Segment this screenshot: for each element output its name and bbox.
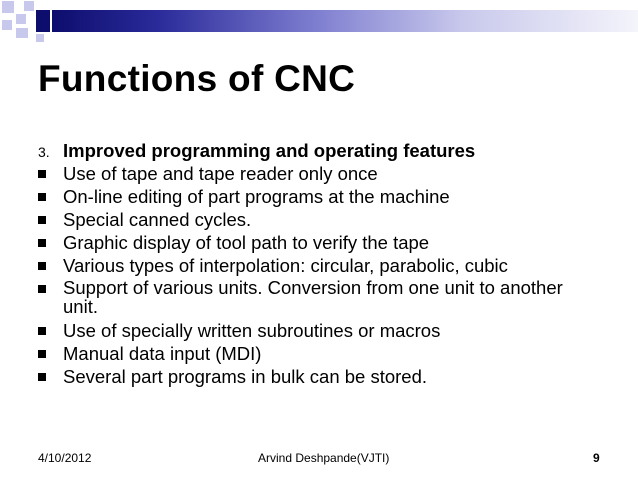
square-bullet-icon xyxy=(38,350,46,358)
list-item xyxy=(38,319,598,342)
deco-square-5 xyxy=(2,20,12,30)
square-bullet-icon xyxy=(38,216,46,224)
list-item xyxy=(38,277,598,319)
deco-square-6 xyxy=(16,28,28,38)
section-heading: Improved programming and operating features xyxy=(63,140,476,161)
list-item-text: Several part programs in bulk can be stored. xyxy=(63,366,428,387)
page-number: 9 xyxy=(593,451,600,465)
deco-square-1 xyxy=(2,1,14,13)
list-item-text: Use of specially written subroutines or macros xyxy=(63,320,441,341)
list-item xyxy=(38,231,598,254)
list-item-text: Special canned cycles. xyxy=(63,209,252,230)
deco-square-4 xyxy=(16,14,26,24)
list-item xyxy=(38,162,598,185)
list-item-text: Use of tape and tape reader only once xyxy=(63,163,378,184)
list-item xyxy=(38,185,598,208)
square-bullet-icon xyxy=(38,239,46,247)
footer-date: 4/10/2012 xyxy=(38,451,92,465)
item-number: 3. xyxy=(38,144,50,160)
slide-content xyxy=(38,139,598,388)
slide-title: Functions of CNC xyxy=(38,58,356,99)
list-item-text: Manual data input (MDI) xyxy=(63,343,262,364)
list-item xyxy=(38,254,598,277)
list-item xyxy=(38,208,598,231)
deco-square-3 xyxy=(36,10,50,32)
deco-square-7 xyxy=(36,34,44,42)
list-item-text: On-line editing of part programs at the machine xyxy=(63,186,450,207)
header-gradient-bar xyxy=(52,10,638,32)
list-item xyxy=(38,365,598,388)
footer-author: Arvind Deshpande(VJTI) xyxy=(258,451,390,465)
square-bullet-icon xyxy=(38,262,46,270)
square-bullet-icon xyxy=(38,285,46,293)
square-bullet-icon xyxy=(38,193,46,201)
numbered-heading-row xyxy=(38,139,598,162)
square-bullet-icon xyxy=(38,327,46,335)
square-bullet-icon xyxy=(38,170,46,178)
list-item-text: Various types of interpolation: circular, parabolic, cubic xyxy=(63,255,508,276)
list-item-text: Graphic display of tool path to verify the tape xyxy=(63,232,430,253)
list-item xyxy=(38,342,598,365)
list-item-text: Support of various units. Conversion from one unit to another unit. xyxy=(63,277,563,317)
square-bullet-icon xyxy=(38,373,46,381)
deco-square-2 xyxy=(24,1,34,11)
